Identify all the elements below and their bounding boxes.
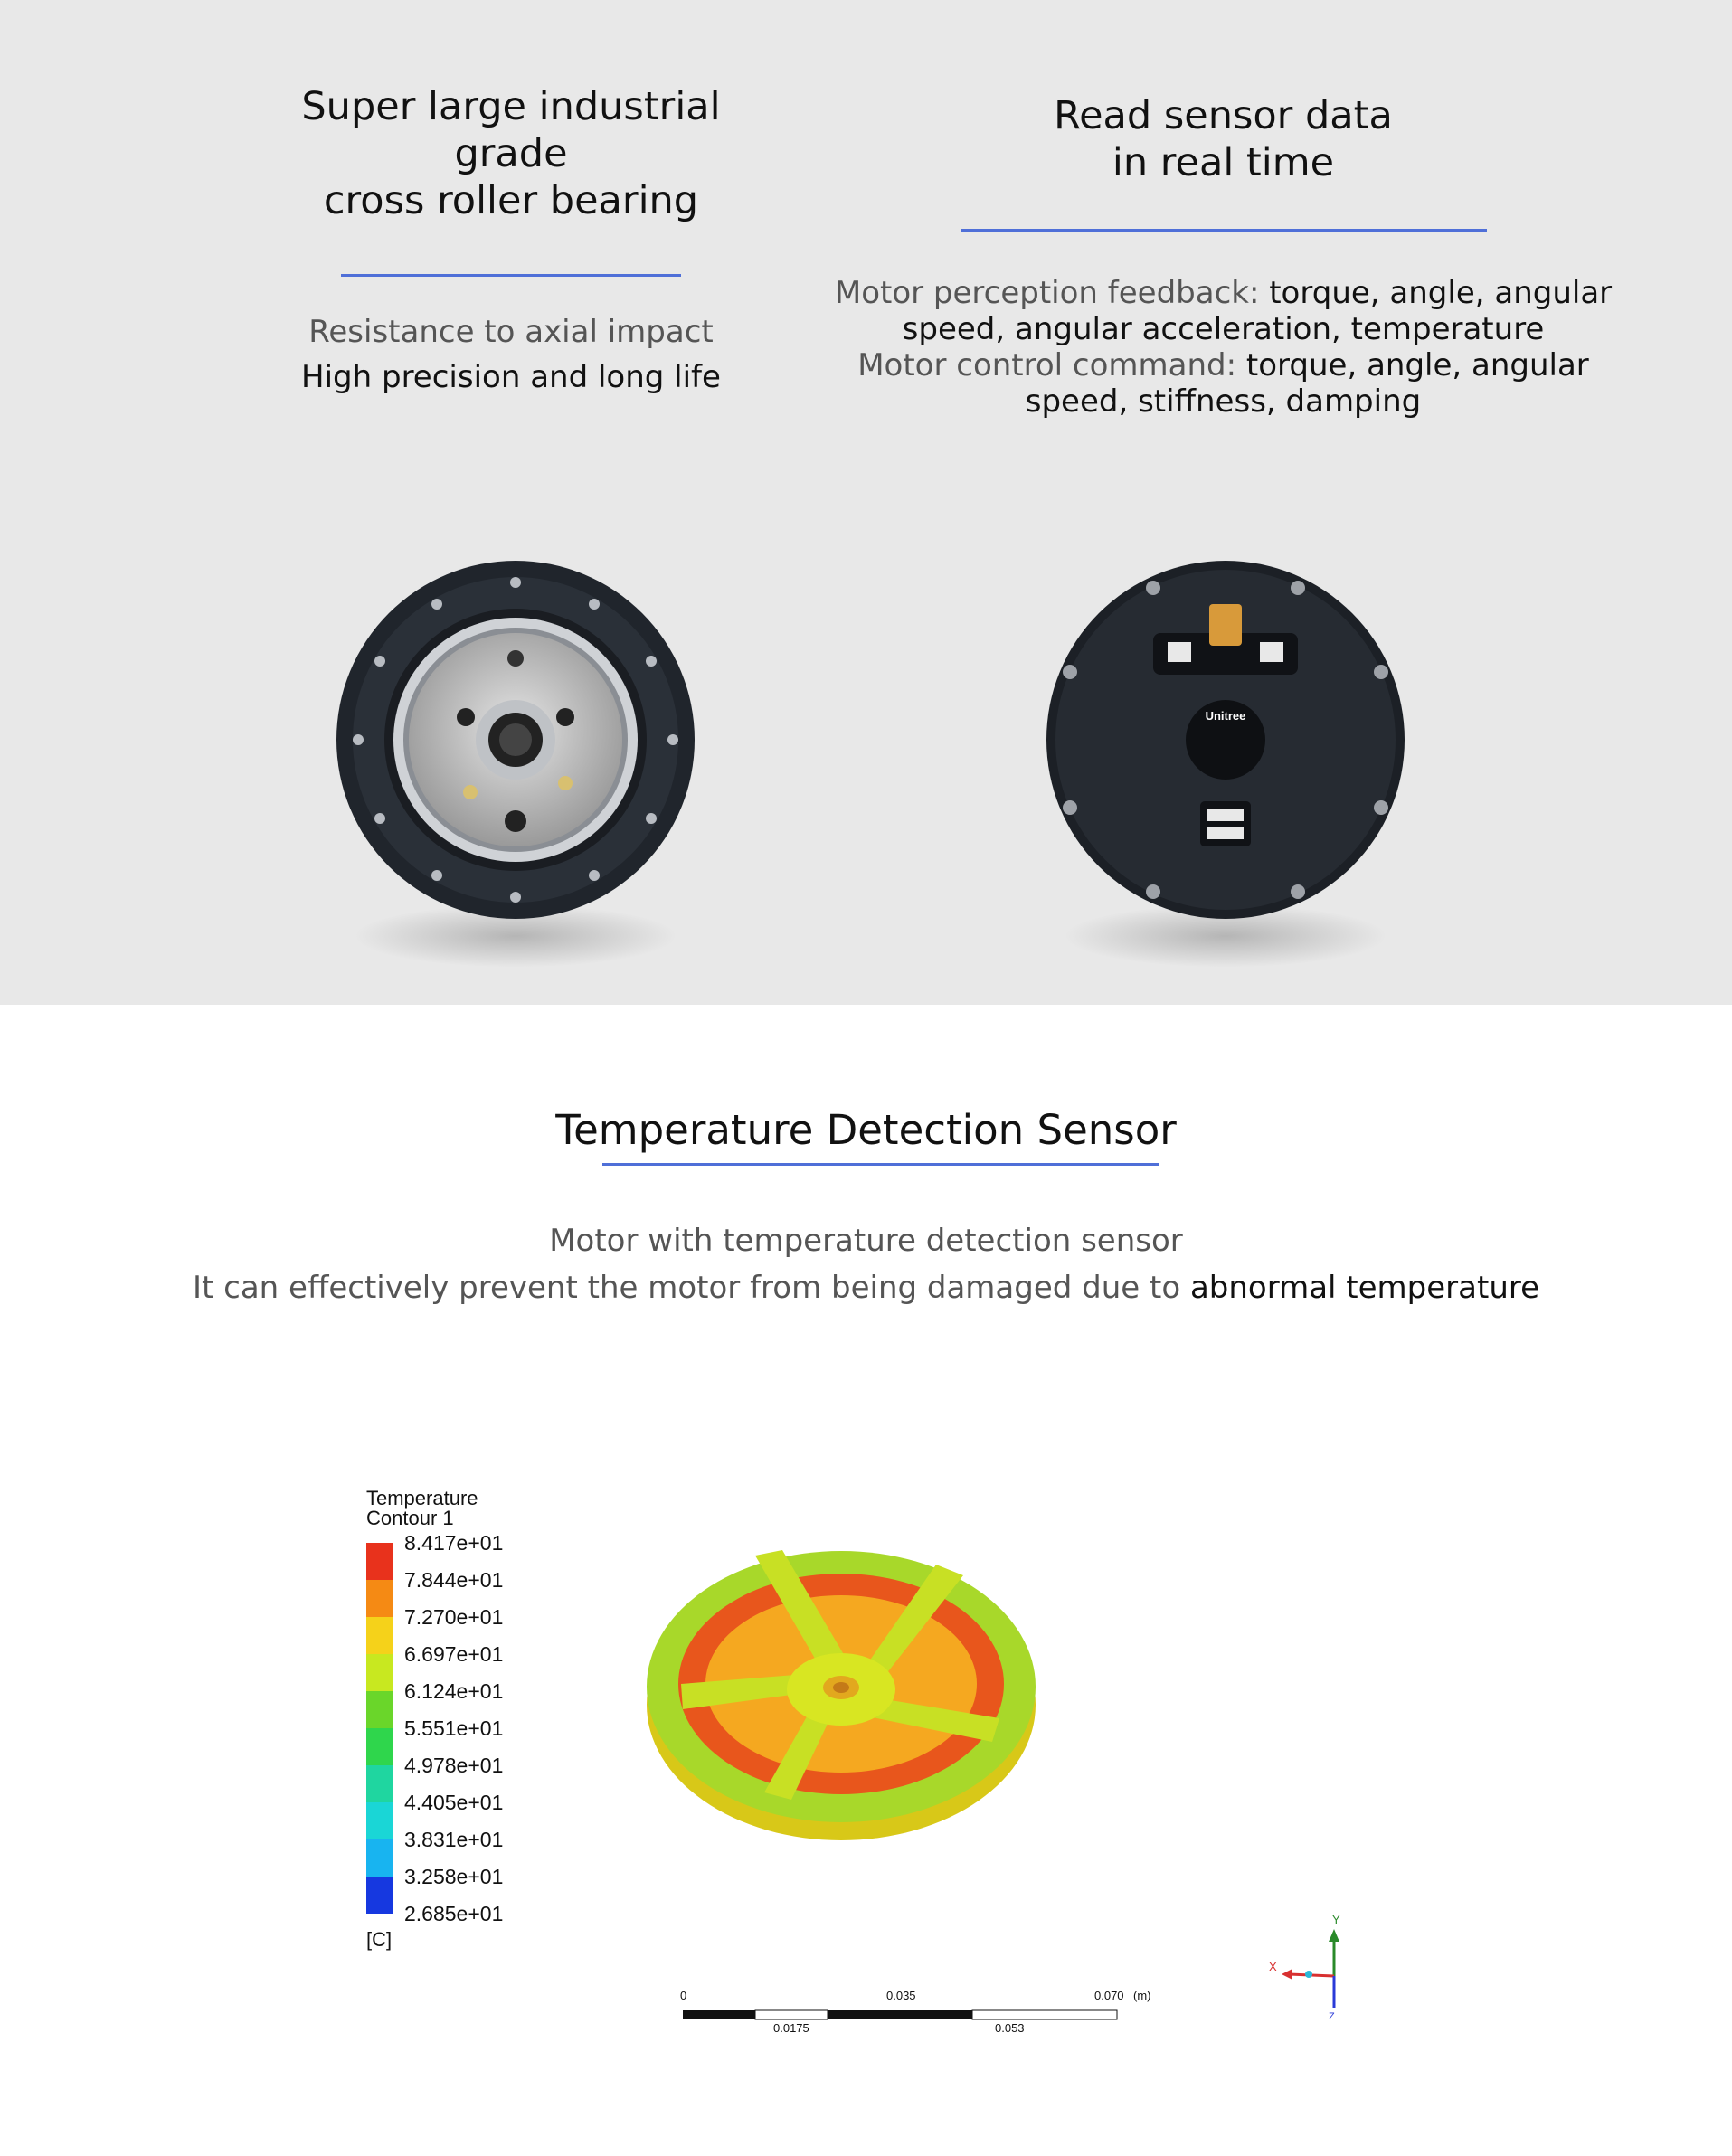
legend-unit: [C] [366,1928,393,1951]
legend-value: 3.258e+01 [404,1865,504,1888]
sensor-description [819,275,1628,420]
legend-value: 6.697e+01 [404,1642,504,1666]
feature-section [0,0,1732,1005]
legend-swatch [366,1543,393,1580]
legend-title [366,1489,478,1528]
legend-value: 2.685e+01 [404,1902,504,1925]
legend-value: 3.831e+01 [404,1828,504,1851]
command-value-2: speed, stiffness, damping [1025,383,1422,420]
scale-label-q3: 0.053 [995,2021,1025,2035]
bearing-line2: High precision and long life [301,359,721,395]
legend-values [404,1532,503,1940]
legend-swatch [366,1654,393,1691]
temperature-section-line2 [0,1266,1732,1310]
legend-value: 5.551e+01 [404,1716,504,1740]
temperature-line2-highlight: abnormal temperature [1189,1270,1540,1306]
scale-label-0: 0 [680,1989,687,2002]
temperature-section-line1: Motor with temperature detection sensor [549,1223,1183,1259]
scale-bar-graphic [683,2003,1153,2039]
feedback-value-1: torque, angle, angular [1259,275,1613,311]
command-label: Motor control command: [857,347,1237,383]
legend-swatch [366,1802,393,1839]
legend-swatch [366,1617,393,1654]
temperature-line2-prefix: It can effectively prevent the motor from being damaged due to [192,1270,1190,1306]
legend-color-bar [366,1543,393,1914]
scale-label-end: 0.070 [1094,1989,1124,2002]
temperature-section-underline [602,1163,1159,1166]
axis-z-label: Z [1329,2011,1335,2021]
sensor-title-line1: Read sensor data [1054,93,1393,138]
bearing-title [244,83,778,224]
legend-swatch [366,1877,393,1914]
bearing-title-underline [341,274,681,277]
feedback-label: Motor perception feedback: [834,275,1260,311]
legend-value: 4.978e+01 [404,1754,504,1777]
sensor-title-underline [961,229,1487,232]
bearing-title-line1: Super large industrial grade [301,84,721,176]
legend-value: 8.417e+01 [404,1531,504,1555]
legend-value: 7.270e+01 [404,1605,504,1629]
legend-swatch [366,1580,393,1617]
sensor-title-line2: in real time [1112,140,1335,185]
sensor-title [819,92,1628,186]
bearing-line1: Resistance to axial impact [308,314,714,350]
scale-label-q1: 0.0175 [773,2021,809,2035]
axis-y-label: Y [1332,1913,1340,1926]
legend-value: 4.405e+01 [404,1791,504,1814]
axes-triad [1262,1904,1361,2021]
bearing-feature [244,83,778,400]
unitree-logo-text: Unitree [1205,709,1246,723]
axis-x-label: X [1269,1960,1277,1973]
legend-value: 7.844e+01 [404,1568,504,1592]
motor-back-image [1045,559,1406,921]
legend-swatch [366,1765,393,1802]
command-value-1: torque, angle, angular [1236,347,1589,383]
bearing-title-line2: cross roller bearing [323,178,699,223]
legend-swatch [366,1728,393,1765]
sensor-feature [819,92,1628,420]
temperature-section-title: Temperature Detection Sensor [555,1106,1177,1154]
feedback-value-2: speed, angular acceleration, temperature [902,311,1545,347]
motor-front-image [335,559,696,921]
legend-swatch [366,1691,393,1728]
scale-label-mid: 0.035 [886,1989,916,2002]
legend-title-line2: Contour 1 [366,1507,454,1529]
legend-title-line1: Temperature [366,1487,478,1509]
legend-swatch [366,1839,393,1877]
legend-value: 6.124e+01 [404,1679,504,1703]
thermal-motor-image [638,1528,1036,1854]
scale-label-unit: (m) [1133,1989,1151,2002]
